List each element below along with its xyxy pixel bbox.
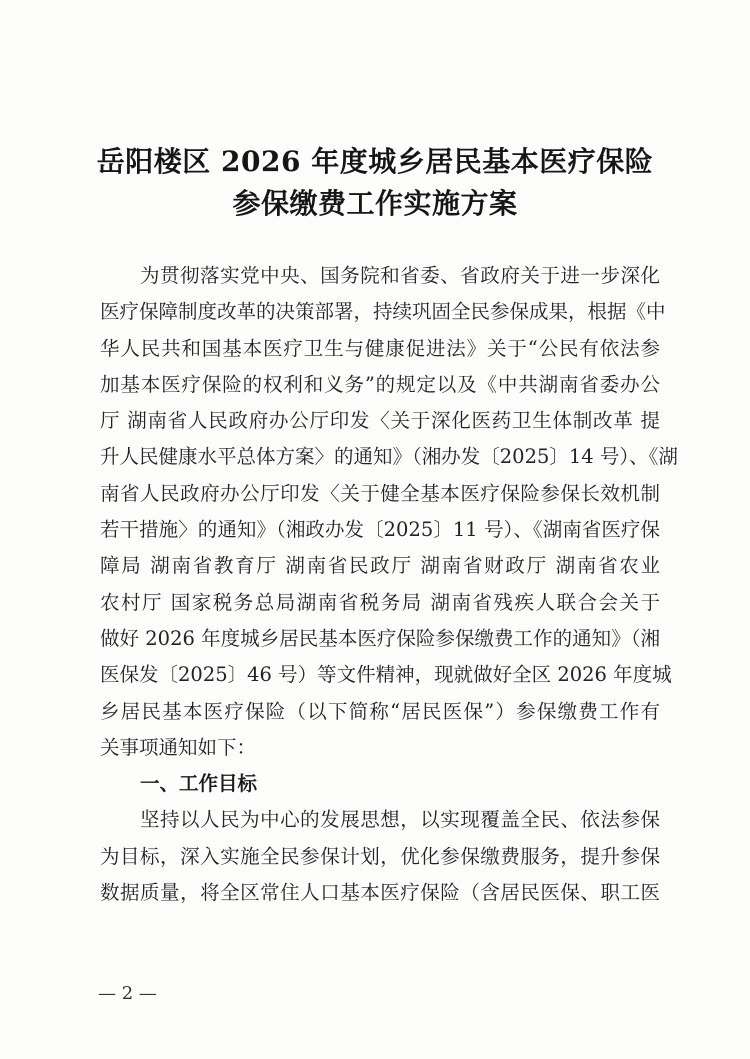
paragraph-line: 农村厅 国家税务总局湖南省税务局 湖南省残疾人联合会关于 <box>100 590 660 614</box>
section-heading-work-goal: 一、工作目标 <box>140 772 258 796</box>
paragraph-line: 医保发〔2025〕46 号）等文件精神，现就做好全区 2026 年度城 <box>100 663 672 687</box>
paragraph-line: 若干措施〉的通知》（湘政办发〔2025〕11 号）、《湖南省医疗保 <box>100 518 660 542</box>
paragraph-line: 乡居民基本医疗保险（以下简称“居民医保”）参保缴费工作有 <box>100 699 660 723</box>
paragraph-line: 华人民共和国基本医疗卫生与健康促进法》关于“公民有依法参 <box>100 336 660 360</box>
paragraph-line: 厅 湖南省人民政府办公厅印发〈关于深化医药卫生体制改革 提 <box>100 409 660 433</box>
document-title-line-2: 参保缴费工作实施方案 <box>232 187 518 220</box>
paragraph-line: 障局 湖南省教育厅 湖南省民政厅 湖南省财政厅 湖南省农业 <box>100 554 660 578</box>
paragraph-line: 做好 2026 年度城乡居民基本医疗保险参保缴费工作的通知》（湘 <box>100 626 660 650</box>
paragraph-line: 为贯彻落实党中央、国务院和省委、省政府关于进一步深化 <box>140 264 660 287</box>
paragraph-line: 数据质量，将全区常住人口基本医疗保险（含居民医保、职工医 <box>100 881 660 905</box>
paragraph-line: 为目标，深入实施全民参保计划，优化参保缴费服务，提升参保 <box>100 844 660 868</box>
paragraph-line: 医疗保障制度改革的决策部署，持续巩固全民参保成果，根据《中 <box>100 300 666 324</box>
paragraph-line: 关事项通知如下： <box>100 735 257 759</box>
paragraph-line: 加基本医疗保险的权利和义务”的规定以及《中共湖南省委办公 <box>100 372 660 396</box>
document-title-line-1: 岳阳楼区 2026 年度城乡居民基本医疗保险 <box>96 145 654 178</box>
document-body <box>100 258 678 911</box>
page-number: — 2 — <box>98 983 157 1004</box>
paragraph-line: 坚持以人民为中心的发展思想，以实现覆盖全民、依法参保 <box>140 808 660 832</box>
paragraph-1 <box>100 258 678 766</box>
paragraph-2 <box>100 802 660 911</box>
paragraph-line: 升人民健康水平总体方案〉的通知》（湘办发〔2025〕14 号）、《湖 <box>100 445 678 469</box>
paragraph-line: 南省人民政府办公厅印发〈关于健全基本医疗保险参保长效机制 <box>100 481 660 505</box>
